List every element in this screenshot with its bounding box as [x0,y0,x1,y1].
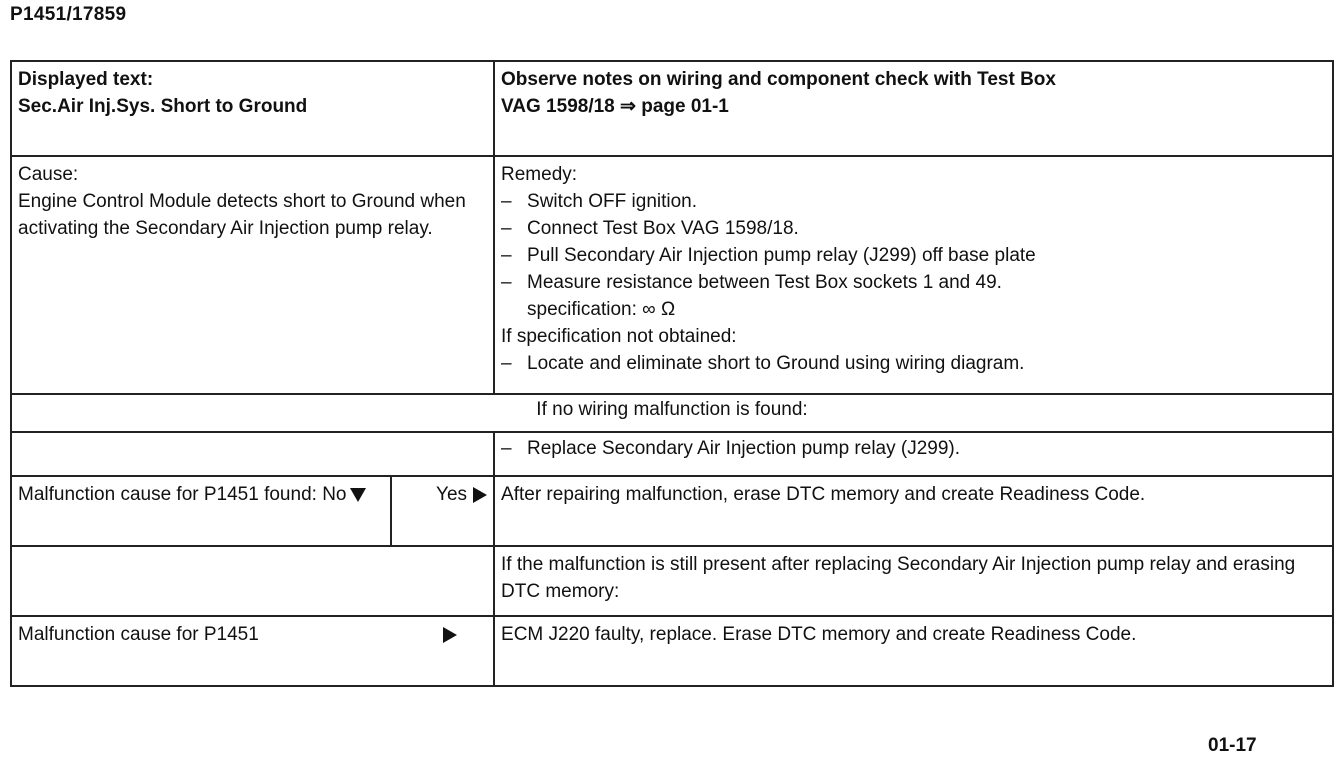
if-spec-not-obtained: If specification not obtained: [501,326,737,347]
replace-relay-step: – Replace Secondary Air Injection pump relay (J299). [501,435,1326,462]
displayed-text-label: Displayed text: [18,69,154,90]
diagnostic-procedure-table [10,60,1334,687]
page-number: 01-17 [1208,735,1257,756]
remedy-step: – Measure resistance between Test Box sockets 1 and 49. [501,269,1326,296]
ecm-faulty-cell: ECM J220 faulty, replace. Erase DTC memory and create Readiness Code. [494,616,1333,686]
remedy-final-step: – Locate and eliminate short to Ground using wiring diagram. [501,350,1326,377]
displayed-text-value: Sec.Air Inj.Sys. Short to Ground [18,96,308,117]
notes-line-1: Observe notes on wiring and component check with Test Box [501,69,1056,90]
down-arrow-icon [350,488,366,502]
displayed-text-cell [11,61,494,156]
cause-cell [11,156,494,394]
still-present-row [11,546,1333,616]
if-no-wiring-row [11,394,1333,432]
cause-text: Engine Control Module detects short to Ground when activating the Secondary Air Injection pump relay. [18,191,466,239]
replace-relay-row [11,432,1333,476]
remedy-step: – Pull Secondary Air Injection pump relay (J299) off base plate [501,242,1326,269]
header-row [11,61,1333,156]
right-arrow-icon [473,487,487,503]
empty-cell [11,546,494,616]
right-arrow-icon [443,627,457,643]
notes-cell [494,61,1333,156]
ecm-faulty-row [11,616,1333,686]
replace-list [501,435,1326,462]
dtc-code-title: P1451/17859 [10,4,127,25]
if-no-wiring-cell: If no wiring malfunction is found: [11,394,1333,432]
notes-line-2: VAG 1598/18 ⇒ page 01-1 [501,96,729,117]
cause-remedy-row [11,156,1333,394]
still-present-cell: If the malfunction is still present after replacing Secondary Air Injection pump relay and erasing DTC memory: [494,546,1333,616]
after-repair-cell: After repairing malfunction, erase DTC memory and create Readiness Code. [494,476,1333,546]
remedy-cell [494,156,1333,394]
malfunction-found-row [11,476,1333,546]
malfunction-cause-cell: Malfunction cause for P1451 [11,616,391,686]
remedy-step: – Switch OFF ignition. [501,188,1326,215]
remedy-label: Remedy: [501,164,578,185]
remedy-steps-list [501,188,1326,296]
yes-cell [391,476,494,546]
remedy-step: – Connect Test Box VAG 1598/18. [501,215,1326,242]
yes-label: Yes [436,484,468,505]
replace-relay-cell [494,432,1333,476]
malfunction-found-text: Malfunction cause for P1451 found: No [18,484,347,505]
cause-label: Cause: [18,164,79,185]
arrow-cell [391,616,494,686]
remedy-final-list [501,350,1326,377]
malfunction-found-cell [11,476,391,546]
empty-cell [11,432,494,476]
specification-line: specification: ∞ Ω [527,299,676,320]
